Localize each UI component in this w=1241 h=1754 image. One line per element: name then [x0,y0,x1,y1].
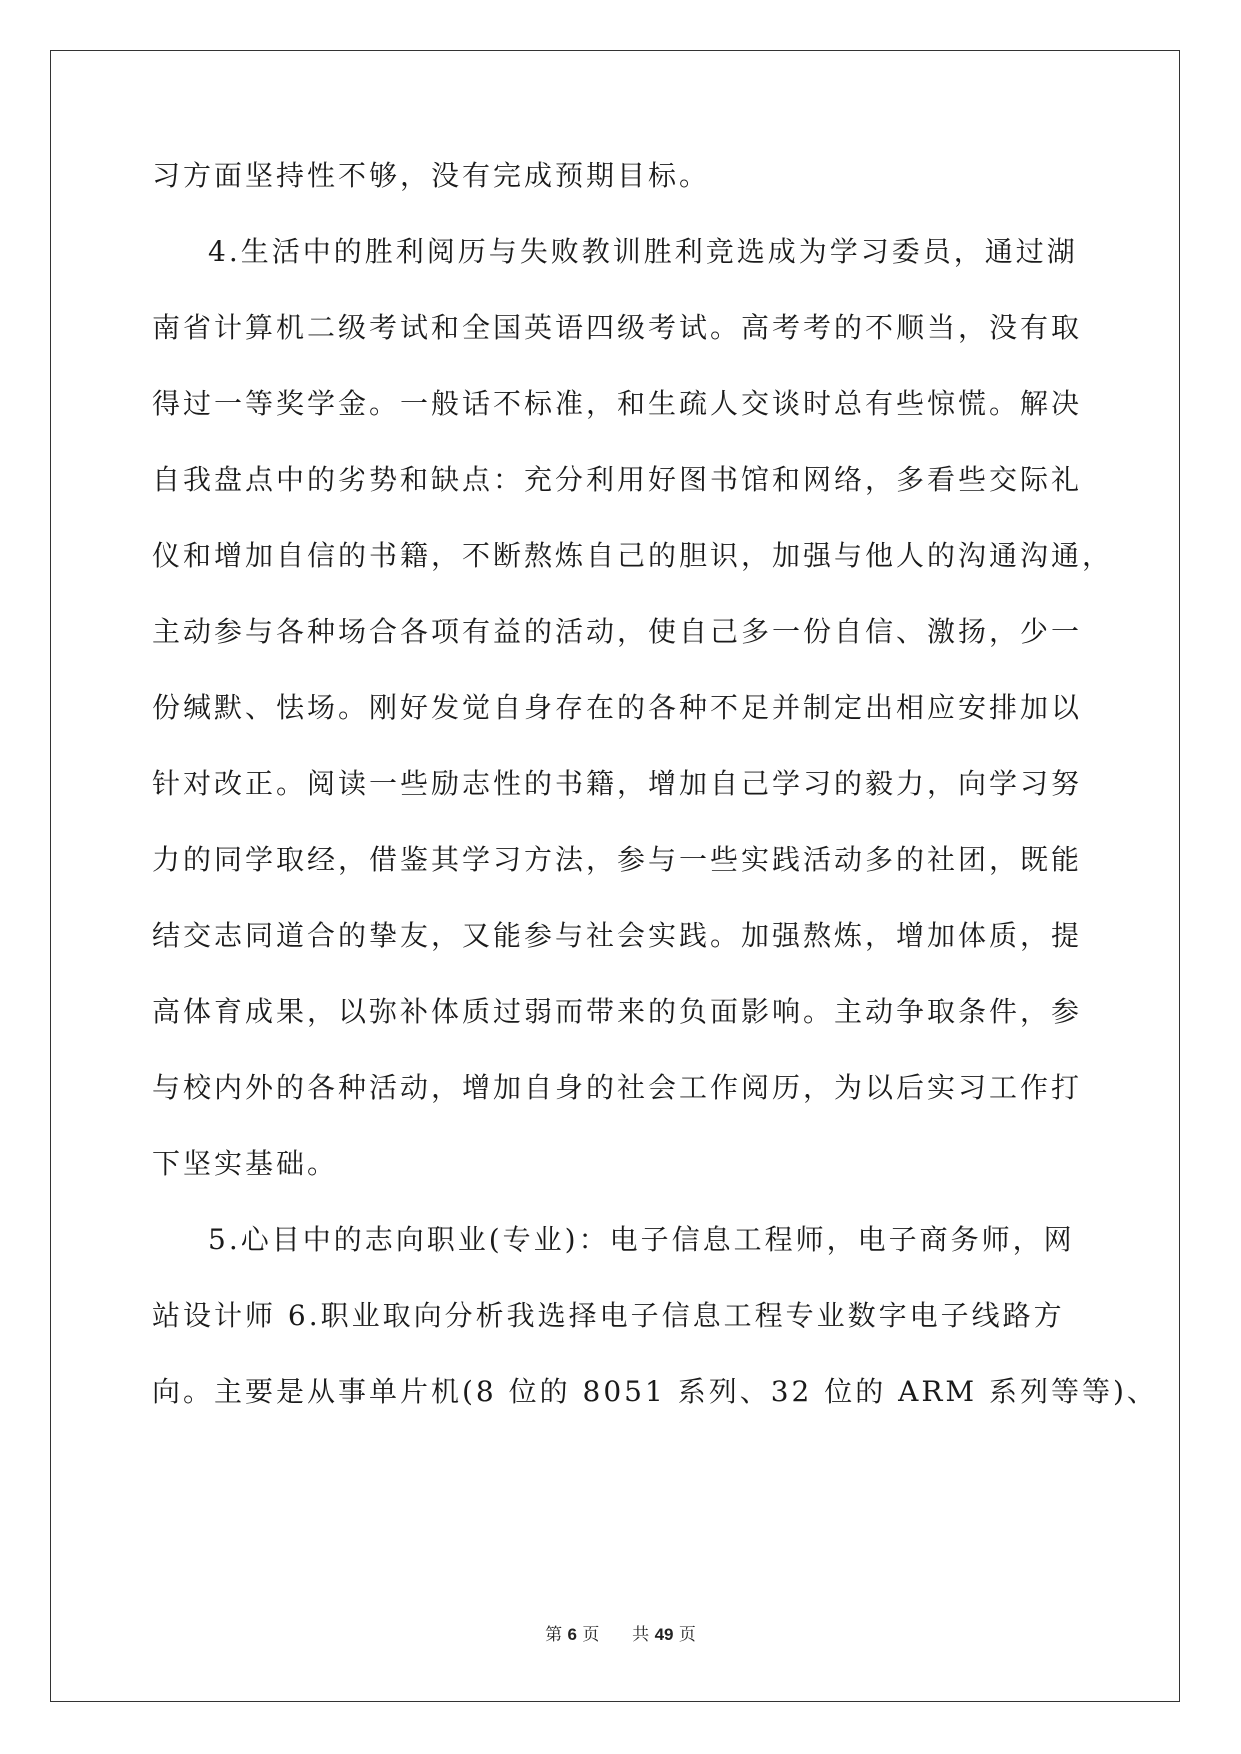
text-line: 高体育成果，以弥补体质过弱而带来的负面影响。主动争取条件，参 [152,995,1083,1028]
text-line: 下坚实基础。 [152,1147,339,1180]
text-line: 针对改正。阅读一些励志性的书籍，增加自己学习的毅力，向学习努 [152,767,1083,800]
text-line: 得过一等奖学金。一般话不标准，和生疏人交谈时总有些惊慌。解决 [152,387,1083,420]
text-line: 仪和增加自信的书籍，不断熬炼自己的胆识，加强与他人的沟通沟通， [152,539,1114,572]
text-line: 向。主要是从事单片机(8 位的 8051 系列、32 位的 ARM 系列等等)、 [152,1375,1158,1408]
text-line: 5.心目中的志向职业(专业)：电子信息工程师，电子商务师，网 [208,1223,1075,1256]
text-line: 主动参与各种场合各项有益的活动，使自己多一份自信、激扬，少一 [152,615,1083,648]
text-line: 自我盘点中的劣势和缺点：充分利用好图书馆和网络，多看些交际礼 [152,463,1083,496]
total-prefix: 共 [632,1625,650,1645]
total-suffix: 页 [678,1625,696,1645]
page-number: 6 [567,1625,577,1644]
text-line: 份缄默、怯场。刚好发觉自身存在的各种不足并制定出相应安排加以 [152,691,1083,724]
text-line: 与校内外的各种活动，增加自身的社会工作阅历，为以后实习工作打 [152,1071,1083,1104]
text-line: 站设计师 6.职业取向分析我选择电子信息工程专业数字电子线路方 [152,1299,1065,1332]
page-suffix: 页 [582,1625,600,1645]
text-line: 习方面坚持性不够，没有完成预期目标。 [152,159,711,192]
total-pages: 49 [654,1625,674,1644]
page-footer [0,1620,1241,1645]
text-line: 4.生活中的胜利阅历与失败教训胜利竞选成为学习委员，通过湖 [208,235,1078,268]
text-line: 结交志同道合的挚友，又能参与社会实践。加强熬炼，增加体质，提 [152,919,1083,952]
text-line: 力的同学取经，借鉴其学习方法，参与一些实践活动多的社团，既能 [152,843,1083,876]
document-body [152,159,1158,1452]
text-line: 南省计算机二级考试和全国英语四级考试。高考考的不顺当，没有取 [152,311,1083,344]
page-prefix: 第 [545,1625,563,1645]
